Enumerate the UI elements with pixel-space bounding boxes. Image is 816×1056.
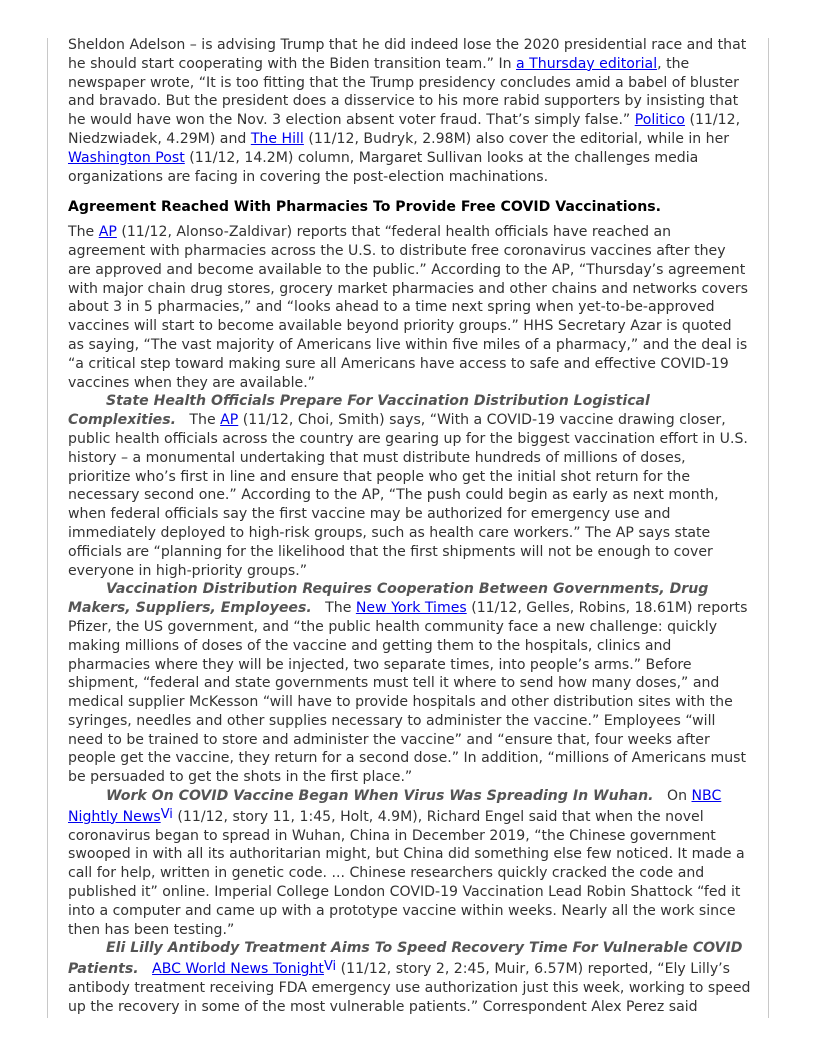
- right-margin-rule: [768, 38, 769, 1018]
- paragraph-wuhan: Work On COVID Vaccine Began When Virus Was Spreading In Wuhan. On NBC Nightly NewsVi (11/12, story 11, 1:45, Holt, 4.9M), Richard Engel said that when the novel coronavirus began to spread in Wuhan, China in December 2019, “the Chinese government swooped in with all its authoritarian might, but China did something else few noticed. It made a call for help, written in genetic code. ... Chinese researchers quickly cracked the code and published it” online. Imperial College London COVID-19 Vaccination Lead Robin Shattock “fed it into a computer and came up with a prototype vaccine within weeks. Nearly all the work since then has been testing.”: [68, 788, 745, 938]
- paragraph-state-health: State Health Officials Prepare For Vaccination Distribution Logistical Complexities. The AP (11/12, Choi, Smith) says, “With a COVID-19 vaccine drawing closer, public health officials across the country are gearing up for the biggest vaccination effort in U.S. history – a monumental undertaking that must distribute hundreds of millions of doses, prioritize who’s first in line and ensure that people who get the initial shot return for the necessary second one.” According to the AP, “The push could begin as early as next month, when federal officials say the first vaccine may be authorized for emergency use and immediately deployed to high-risk groups, such as health care workers.” The AP says state officials are “planning for the likelihood that the first shipments will not be enough to cover everyone in high-priority groups.”: [68, 393, 748, 579]
- video-icon[interactable]: Vi: [160, 806, 173, 822]
- article-body: [68, 36, 751, 1017]
- link-abc-world-news-tonight[interactable]: ABC World News Tonight: [152, 961, 324, 978]
- link-ap-2[interactable]: AP: [220, 412, 239, 429]
- link-ap[interactable]: AP: [98, 224, 117, 241]
- link-thursday-editorial[interactable]: a Thursday editorial: [516, 55, 658, 72]
- left-margin-rule: [47, 38, 48, 1018]
- subheading-state-health: State Health Officials Prepare For Vaccination Distribution Logistical Complexities.: [68, 393, 650, 429]
- subheading-wuhan: Work On COVID Vaccine Began When Virus Was Spreading In Wuhan.: [106, 788, 654, 805]
- paragraph-distribution: Vaccination Distribution Requires Cooperation Between Governments, Drug Makers, Suppliers, Employees. The New York Times (11/12, Gelles, Robins, 18.61M) reports Pfizer, the US government, and “the public health community face a new challenge: quickly making millions of doses of the vaccine and getting them to the hospitals, clinics and pharmacies where they will be injected, two separate times, into people’s arms.” Before shipment, “federal and state governments must tell it where to send how many doses,” and medical supplier McKesson “will have to provide hospitals and other distribution sites with the syringes, needles and other supplies necessary to administer the vaccine.” Employees “will need to be trained to store and administer the vaccine” and “ensure that, four weeks after people get the vaccine, they return for a second dose.” In addition, “millions of Americans must be persuaded to get the shots in the first place.”: [68, 581, 748, 786]
- paragraph-eli-lilly: Eli Lilly Antibody Treatment Aims To Speed Recovery Time For Vulnerable COVID Patients. ABC World News TonightVi (11/12, story 2, 2:45, Muir, 6.57M) reported, “Ely Lilly’s antibody treatment receiving FDA emergency use authorization just this week, working to speed up the recovery in some of the most vulnerable patients.” Correspondent Alex Perez said: [68, 940, 751, 1015]
- headline-pharmacies: Agreement Reached With Pharmacies To Provide Free COVID Vaccinations.: [68, 199, 661, 216]
- link-new-york-times[interactable]: New York Times: [355, 600, 467, 617]
- subheading-distribution: Vaccination Distribution Requires Cooperation Between Governments, Drug Makers, Suppliers, Employees.: [68, 581, 709, 617]
- video-icon[interactable]: Vi: [323, 959, 337, 975]
- paragraph-pharmacies: The AP (11/12, Alonso-Zaldivar) reports that “federal health officials have reached an agreement with pharmacies across the U.S. to distribute free coronavirus vaccines after they are approved and become available to the public.” According to the AP, “Thursday’s agreement with major chain drug stores, grocery market pharmacies and other chains and networks covers about 3 in 5 pharmacies,” and “looks ahead to a time next spring when yet-to-be-approved vaccines will start to become available beyond priority groups.” HHS Secretary Azar is quoted as saying, “The vast majority of Americans live within five miles of a pharmacy,” and the deal is “a critical step toward making sure all Americans have access to safe and effective COVID-19 vaccines when they are available.”: [68, 224, 749, 391]
- link-nbc-nightly-news[interactable]: NBC Nightly News: [68, 788, 722, 825]
- paragraph-adelson: Sheldon Adelson – is advising Trump that he did indeed lose the 2020 presidential race and that he should start cooperating with the Biden transition team.” In a Thursday editorial, the newspaper wrote, “It is too fitting that the Trump presidency concludes amid a babel of bluster and bravado. But the president does a disservice to his more rabid supporters by insisting that he would have won the Nov. 3 election absent voter fraud. That’s simply false.” Politico (11/12, Niedzwiadek, 4.29M) and The Hill (11/12, Budryk, 2.98M) also cover the editorial, while in her Washington Post (11/12, 14.2M) column, Margaret Sullivan looks at the challenges media organizations are facing in covering the post-election machinations.: [68, 37, 747, 185]
- link-the-hill[interactable]: The Hill: [250, 130, 304, 147]
- subheading-eli-lilly: Eli Lilly Antibody Treatment Aims To Speed Recovery Time For Vulnerable COVID Patients.: [68, 940, 743, 978]
- link-washington-post[interactable]: Washington Post: [68, 149, 185, 166]
- link-politico[interactable]: Politico: [634, 112, 685, 129]
